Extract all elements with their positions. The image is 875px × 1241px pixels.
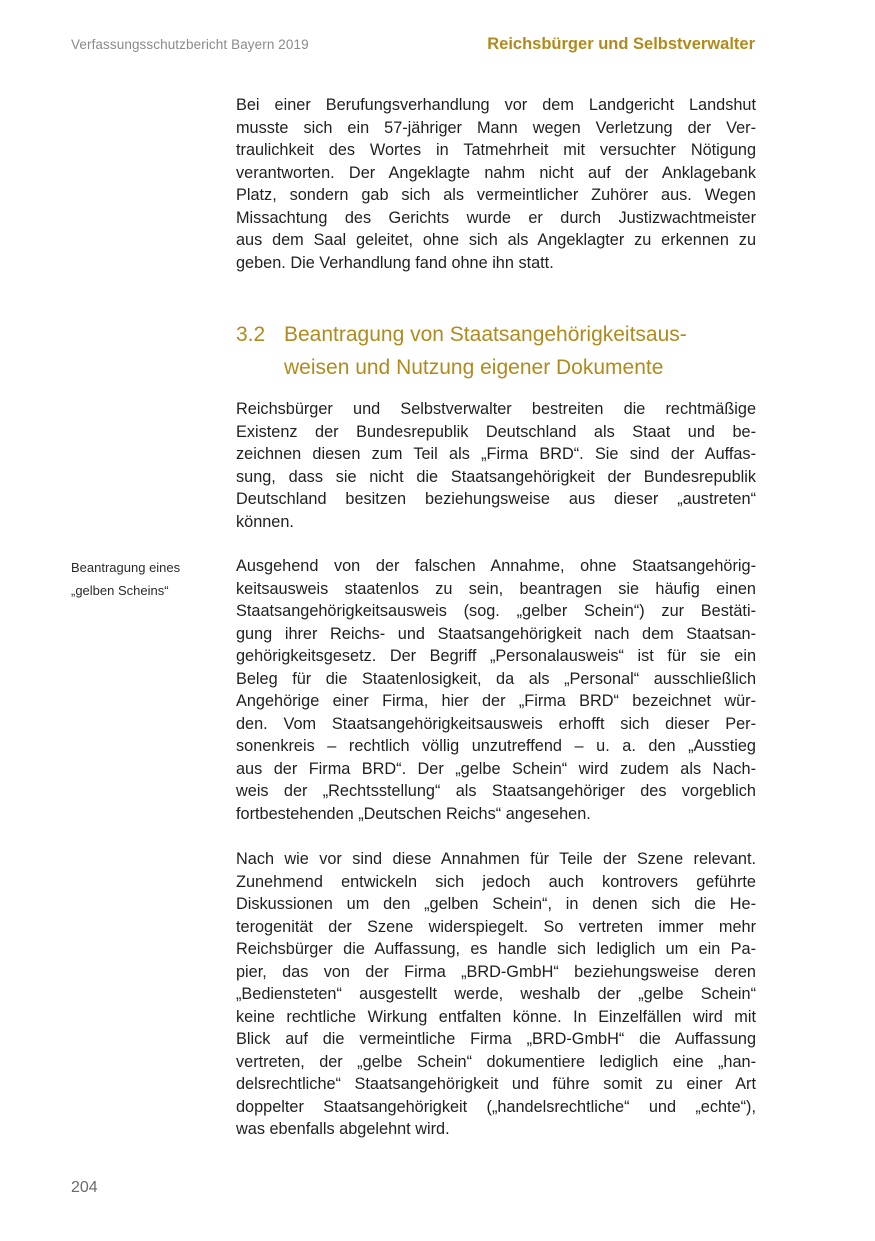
text-line: gung ihrer Reichs- und Staatsangehörigkeit nach dem Staatsan- xyxy=(236,624,756,643)
text-line: Nach wie vor sind diese Annahmen für Teile der Szene relevant. xyxy=(236,850,756,868)
text-line: zeichnen diesen zum Teil als „Firma BRD“. Sie sind der Auffas- xyxy=(236,445,756,463)
margin-note-line: „gelben Scheins“ xyxy=(71,582,169,598)
text-line: keitsausweis staatenlos zu sein, beantragen sie häufig einen xyxy=(236,579,756,598)
text-line: vertreten, der „gelbe Schein“ dokumentiere lediglich eine „han- xyxy=(236,1052,756,1071)
running-header-right: Reichsbürger und Selbstverwalter xyxy=(487,35,755,53)
section-number: 3.2 xyxy=(236,323,266,346)
paragraph-scene-debate xyxy=(236,848,756,1141)
text-line: den. Vom Staatsangehörigkeitsausweis erhofft sich dieser Per- xyxy=(236,714,756,733)
text-line: keine rechtliche Wirkung entfalten könne. In Einzelfällen wird mit xyxy=(236,1007,756,1026)
text-line: Ausgehend von der falschen Annahme, ohne Staatsangehörig- xyxy=(236,557,756,575)
text-line: musste sich ein 57-jähriger Mann wegen Verletzung der Ver- xyxy=(236,118,756,137)
text-line: traulichkeit des Wortes in Tatmehrheit mit versuchter Nötigung xyxy=(236,141,756,159)
text-line: terogenität der Szene widerspiegelt. So vertreten immer mehr xyxy=(236,917,756,936)
text-line: doppelter Staatsangehörigkeit („handelsrechtliche“ und „echte“), xyxy=(236,1097,756,1116)
text-line: pier, das von der Firma „BRD-GmbH“ beziehungsweise deren xyxy=(236,962,756,981)
text-line: sung, dass sie nicht die Staatsangehörigkeit der Bundesrepublik xyxy=(236,467,756,486)
text-line: Diskussionen um den „gelben Schein“, in denen sich die He- xyxy=(236,895,756,913)
text-line: weis der „Rechtsstellung“ als Staatsangehöriger des vorgeblich xyxy=(236,782,756,800)
text-line: Platz, sondern gab sich als vermeintlicher Zuhörer aus. Wegen xyxy=(236,186,756,204)
text-line: fortbestehenden „Deutschen Reichs“ angesehen. xyxy=(236,804,591,823)
paragraph-gelber-schein xyxy=(236,555,756,825)
text-line: „Bediensteten“ ausgestellt werde, weshalb der „gelbe Schein“ xyxy=(236,985,756,1003)
text-line: delsrechtliche“ Staatsangehörigkeit und führe somit zu einer Art xyxy=(236,1075,756,1093)
paragraph-intro xyxy=(236,398,756,533)
section-title-line: weisen und Nutzung eigener Dokumente xyxy=(284,356,664,379)
text-line: Missachtung des Gerichts wurde er durch Justizwachtmeister xyxy=(236,208,756,227)
text-line: aus der Firma BRD“. Der „gelbe Schein“ wird zudem als Nach- xyxy=(236,759,756,778)
text-line: Deutschland besitzen beziehungsweise aus dieser „austreten“ xyxy=(236,490,756,508)
text-line: was ebenfalls abgelehnt wird. xyxy=(236,1120,450,1138)
text-line: sonenkreis – rechtlich völlig unzutreffend – u. a. den „Ausstieg xyxy=(236,737,756,755)
section-heading xyxy=(236,318,776,384)
text-line: Angehörige einer Firma, hier der „Firma BRD“ bezeichnet wür- xyxy=(236,692,756,710)
text-line: Blick auf die vermeintliche Firma „BRD-GmbH“ die Auffassung xyxy=(236,1030,756,1048)
text-line: Zunehmend entwickeln sich jedoch auch kontrovers geführte xyxy=(236,872,756,891)
text-line: Reichsbürger und Selbstverwalter bestreiten die rechtmäßige xyxy=(236,400,756,418)
text-line: Beleg für die Staatenlosigkeit, da als „Personal“ ausschließlich xyxy=(236,669,756,688)
text-line: geben. Die Verhandlung fand ohne ihn statt. xyxy=(236,253,554,272)
text-line: können. xyxy=(236,512,294,531)
page-number: 204 xyxy=(71,1179,98,1196)
margin-note-line: Beantragung eines xyxy=(71,560,181,575)
text-line: aus dem Saal geleitet, ohne sich als Angeklagter zu erkennen zu xyxy=(236,231,756,249)
text-line: verantworten. Der Angeklagte nahm nicht auf der Anklagebank xyxy=(236,163,756,182)
text-line: gehörigkeitsgesetz. Der Begriff „Personalausweis“ ist für sie ein xyxy=(236,647,756,665)
text-line: Staatsangehörigkeitsausweis (sog. „gelber Schein“) zur Bestäti- xyxy=(236,602,756,620)
text-line: Bei einer Berufungsverhandlung vor dem Landgericht Landshut xyxy=(236,96,756,114)
text-line: Reichsbürger die Auffassung, es handle sich lediglich um ein Pa- xyxy=(236,940,756,958)
paragraph-trial xyxy=(236,94,756,274)
margin-note xyxy=(71,557,221,602)
section-title-line: Beantragung von Staatsangehörigkeitsaus- xyxy=(284,323,687,346)
text-line: Existenz der Bundesrepublik Deutschland als Staat und be- xyxy=(236,422,756,441)
running-header-left: Verfassungsschutzbericht Bayern 2019 xyxy=(71,37,309,52)
